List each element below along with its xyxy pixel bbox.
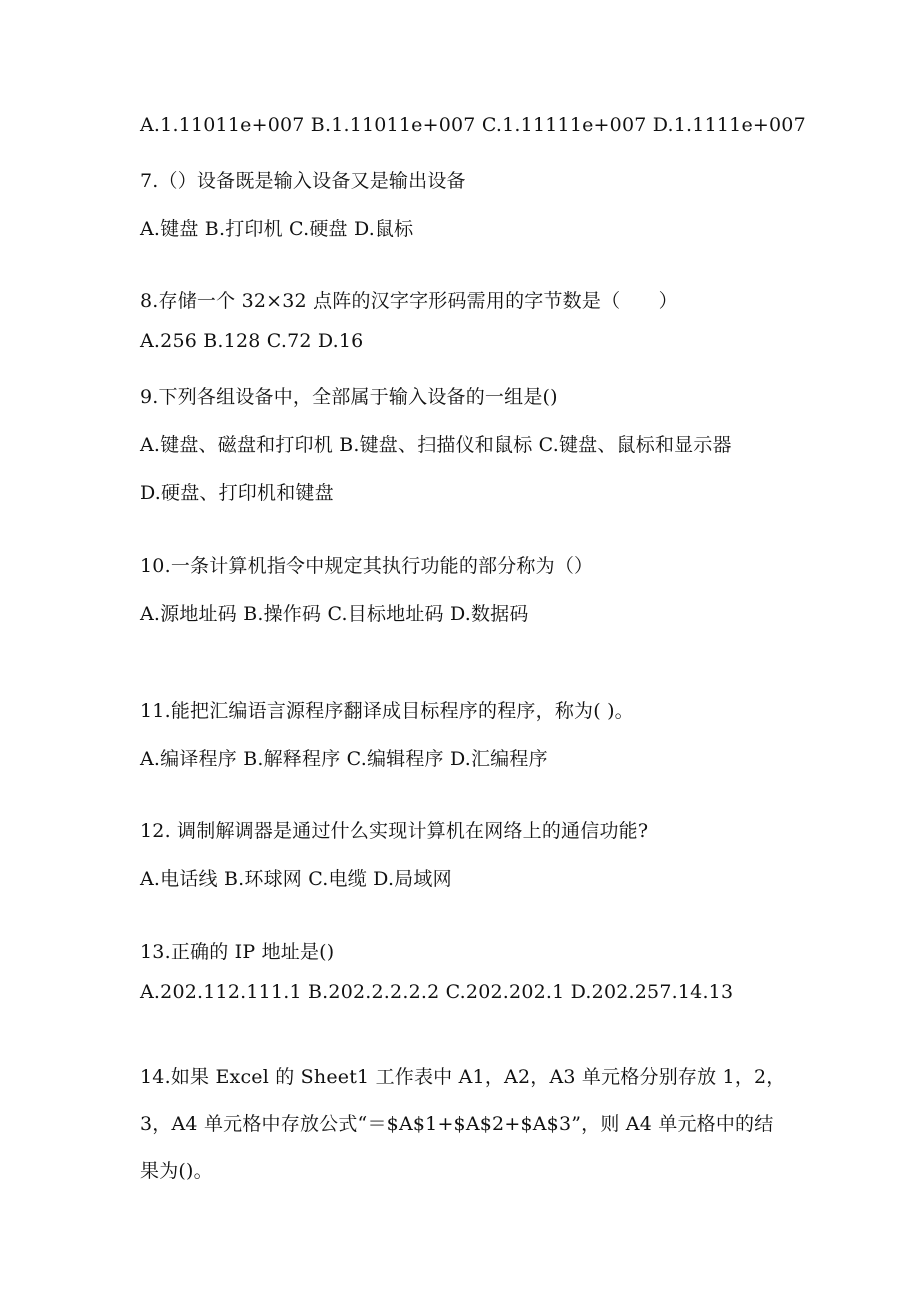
q12-options: A.电话线 B.环球网 C.电缆 D.局域网 — [140, 868, 452, 890]
q6-options: A.1.11011e+007 B.1.11011e+007 C.1.11111e+007 D.1.1111e+007 — [140, 114, 806, 136]
q9-question: 9.下列各组设备中，全部属于输入设备的一组是() — [140, 386, 558, 408]
q13-options: A.202.112.111.1 B.202.2.2.2.2 C.202.202.1 D.202.257.14.13 — [140, 981, 734, 1003]
q9-options-line-2: D.硬盘、打印机和键盘 — [140, 482, 334, 504]
q10-question: 10.一条计算机指令中规定其执行功能的部分称为（） — [140, 555, 594, 577]
q14-question-line-2: 3，A4 单元格中存放公式“＝$A$1+$A$2+$A$3”，则 A4 单元格中的结 — [140, 1113, 774, 1135]
q14-question-line-1: 14.如果 Excel 的 Sheet1 工作表中 A1，A2，A3 单元格分别存放 1，2， — [140, 1066, 786, 1088]
q7-question: 7.（）设备既是输入设备又是输出设备 — [140, 170, 466, 192]
q11-question: 11.能把汇编语言源程序翻译成目标程序的程序，称为( )。 — [140, 700, 634, 722]
q8-question: 8.存储一个 32×32 点阵的汉字字形码需用的字节数是（ ） — [140, 290, 678, 312]
q10-options: A.源地址码 B.操作码 C.目标地址码 D.数据码 — [140, 603, 529, 625]
q9-options-line-1: A.键盘、磁盘和打印机 B.键盘、扫描仪和鼠标 C.键盘、鼠标和显示器 — [140, 434, 732, 456]
q12-question: 12. 调制解调器是通过什么实现计算机在网络上的通信功能? — [140, 820, 649, 842]
q8-options: A.256 B.128 C.72 D.16 — [140, 330, 364, 352]
q7-options: A.键盘 B.打印机 C.硬盘 D.鼠标 — [140, 218, 414, 240]
q13-question: 13.正确的 IP 地址是() — [140, 941, 335, 963]
q14-question-line-3: 果为()。 — [140, 1160, 213, 1182]
q11-options: A.编译程序 B.解释程序 C.编辑程序 D.汇编程序 — [140, 748, 548, 770]
